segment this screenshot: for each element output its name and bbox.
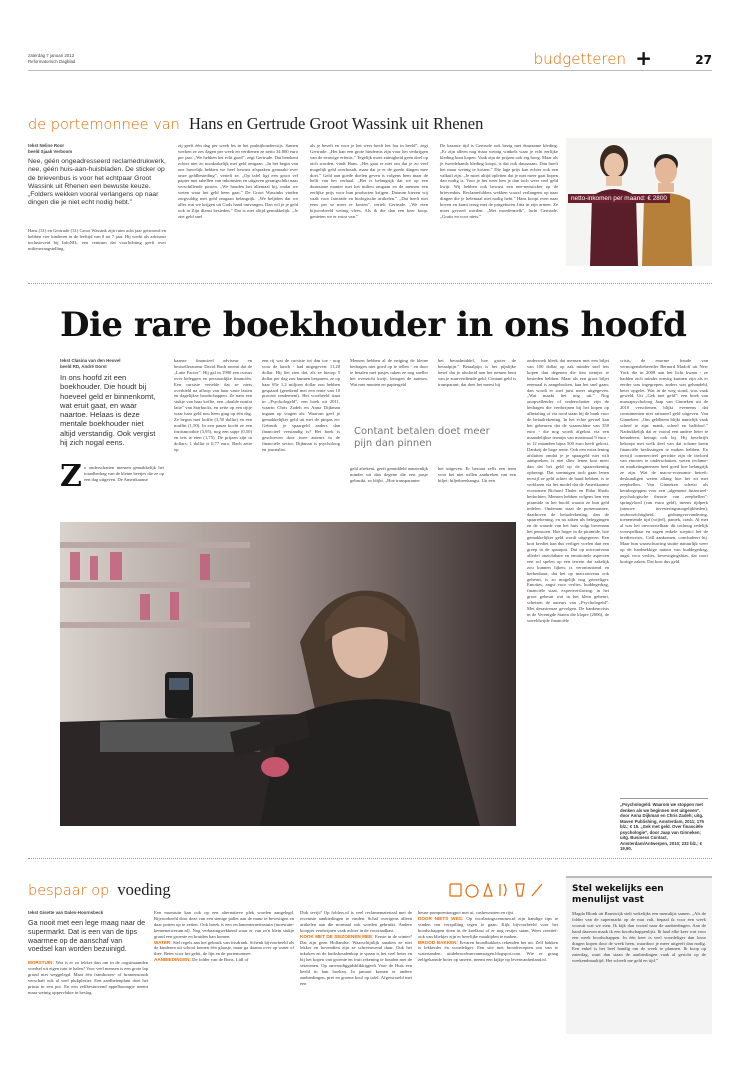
menulijst-box [566, 876, 712, 1034]
text-seizoenen-cont: heuse pompoentongpot met ui, cashewnoten en rijst. [418, 910, 515, 915]
main-col3b: geld afrekent, geeft gemiddeld aanzienlijk minder uit dan degene die een pasje gebruikt, zo blijkt. „Hoe transparanter [350, 466, 428, 483]
portemonnee-byline-photo: beeld Sjaak Verboom [28, 149, 73, 154]
bespaar-intro: Ga nooit met een lege maag naar de supermarkt. Dat is een van de tips waarmee op de aanschaf van voedsel kan worden bezuinigd. [28, 918, 146, 954]
label-verspilling: DOOR NIETS WEG: [418, 915, 464, 921]
bespaar-topic: voeding [117, 880, 171, 899]
paper-name: Reformatorisch Dagblad [28, 59, 76, 64]
food-icons [448, 880, 544, 898]
income-label: netto-inkomen per maand: € 2800 [568, 194, 670, 203]
text-water: Stel regels aan het gebruik van frisdrank. Schenk bijvoorbeeld als de kinderen uit school komen één glaasje, maar ga daarna over op water of thee. Beter voor het gebit, de lijn en de portemonnee. [154, 939, 294, 957]
section-divider-2 [28, 858, 712, 859]
menulijst-text: Magda Blonk uit Brantwijk stelt wekelijks een menulijst samen. „Als de folder van de supermarkt op de mat valt, bepaal ik voor een week vooruit wat we eten. Ik kijk dan vooral naar de aanbiedingen. Aan de hand daarvan maak ik een boodschappenlijst. Ik haal elke keer wat voor een week boodschappen. In één keer is veel voordeliger dan losse dingen kopen door de week heen, waardoor je meer uitgeeft dan nodig. Een enkel is het heel handig om de week te plannen. Ik koop op zaterdag, want dan staan de aanbiedingen vaak al gericht op de weekendmaaltijd. Het scheelt me geld en tijd.” [572, 911, 706, 964]
bespaar-kicker: bespaar op [28, 883, 110, 899]
issue-date: zaterdag 7 januari 2012 [28, 53, 75, 58]
label-aanbiedingen: AANBIEDINGEN: [154, 957, 192, 963]
dropcap-text: o onderschatten mensen gemakkelijk het totaalbedrag van de kleine beetjes die ze op een dag uitgeven. De Amerikaanse [84, 465, 164, 482]
text-moestuin: Wat is er zo lekker dan om in de oogstmaanden voedsel uit eigen tuin te halen? Voor veel mensen is een grote lap grond niet weggelegd. Maar één frambozen- of bramenstruik verschaft ook al veel plukplezier. Een aardbeienplant doet het prima in een pot. En een zelfbestuivend appelboompje neemt maar weinig oppervlakte in beslag. [28, 960, 148, 995]
text-aanbiedingen-cont: Dirk tevijt? Op folders.nl is veel reclamemateriaal met de recentste aanbiedingen te vinden. Schaf overigens alleen artikelen aan die normaal ook worden gebruikt. Andere koopjes verdwijnen vaak achter in de voorraadkast. [300, 910, 412, 933]
main-col3a: Mensen hebben al de neiging de kleine bedragen niet goed op te tellen - en door te betalen met pasjes raken ze nog sneller het overzicht kwijt, betogen de auteurs. Wat met munten en papiergeld [350, 358, 428, 387]
main-headline: Die rare boekhouder in ons hoofd [60, 305, 687, 345]
plus-icon: + [635, 46, 652, 70]
portemonnee-title: Hans en Gertrude Groot Wassink uit Rhenen [188, 114, 484, 133]
text-brood: Ervaren broodbakkers rekenden het uit. Zelf bakken is lekkerder én voordeliger. Een site met broodrecepten om van te watertanden: uitdebroodvanvanmorgen.blogspot.com. Wie er graag zelfgekarnde boter op smeert, neemt een kijkje op levenvanhetland.nl. [418, 939, 558, 963]
main-col1: kaanse financieel adviseur en bestsellerauteur David Bach noemt dat de „Latte Factor”. Hij gaf in 1990 een cursus over beleggen en persoonlijke financiën. Een cursiste vertelde dat ze niets overhield na afloop van haar vaste lasten en dagelijkse boodschappen. Ze nam een stukje van haar koffie, een „double nonfat latte” van Starbucks, en zette op een rijtje waar haar geld nou heen ging op één dag. Ze begon met koffie (3,50 dollar) en een muffin (1,50). In een pauze kocht ze een fruitsmoothie (3,95), nog een sapje (0,50) en iets te eten (1,75). De prijzen zijn in dollars: 1 dollar is 0,77 euro. Bach zette op [174, 358, 252, 452]
main-col4a: het betaalmiddel, hoe groter de betaalpijn.” Betaalpijn is het pijnlijke besef dat je afscheid aan het nemen bent van je zuurverdiende geld. Contant geld is transparant; dat doet het meest bij [438, 358, 516, 387]
pull-quote: Contant betalen doet meer pijn dan pinnen [354, 426, 490, 450]
portemonnee-heading [28, 114, 568, 134]
main-photo [60, 522, 516, 826]
main-byline-text: tekst Clasina van den Heuvel [60, 358, 121, 363]
page-number: 27 [695, 53, 712, 67]
portemonnee-intro: Nee, géén ongeadresseerd reclamedrukwerk, nee, géén huis-aan-huisbladen. De sticker op de brievenbus is voor het echtpaar Groot Wassink uit Rhenen een bewuste keuze. „Folders wekken vooral verlangens op naar dingen die je niet echt nodig hebt.” [28, 158, 166, 207]
main-col6: crisis, de enorme fraude van vermogensbeheerder Bernard Madoff uit New York die in 2008 aan het licht kwam - ze hadden zich minder ernstig kunnen zijn als er eerder was ingegrepen, anders was gehandeld, beter opgelet. Wat in de weg stond, was vaak geweld. Uit „Gek met geld”: een boek van massapsycholoog Jaap van Ginneken uit de 2010 verschenen, blijkt eveneens dat consumenten niet rationeel geld uitgeven. Van Ginneken: „Ons geldbrein blijkt namelijk vaak scheef te zijn: mank, scheel en halfdoof.” Nadrukkelijk dat er vooral een andere beter te benaderen, betrapt ook bij. Hij beschrijft bekoopt met welk deel van dat schone brein financiële beslissingen te maken hebben. En terwijl commercieel gerichte zijn de invloed van emoties te onderschatten, weten reclame- en marketingmensen heel goed hoe belangrijk ze zijn. Wat de macro-economie betreft: deskundigen weten allang hoe het zit met zeepbellen. Van Ginneken schetst als kernbegrippen voor een „algemene financieel-psychologische theorie van zeepbellen”: springvloed (van extra geld), ineens tijdperk (nieuwe investeringsmogelijkheden), ondoorzichtigheid, gedrangvervandering, toenemende tijd (wijfel), paniek, crash. Al met al was het onvoorstelbaar dit tochnog redelijk voorspelbaar en zagen enkele sceptici het de kredietcrisis. Crill aankomen, concludeert hij. Maar hun waarschuwing stuitte natuurlijk weer op de hardnekkige natuur van kuddegedrag, angst voor verlies, bevestigingsbias, dat soort kortige zaken. Dat kost dus geld. [620, 358, 708, 564]
label-water: WATER: [154, 939, 172, 945]
book-credits: „Psychologeld. Waarom we stoppen met denken als we beginnen met uitgeven”, door Anna Dijkman en Chris Zadeh; uitg. Maven Publishing, Amsterdam, 2011; 175 blz.; € 15. „Gek met geld. Over financiële psychologie”, door Jaap van Ginneken; uitg. Business Contact, Amsterdam/Antwerpen, 2010; 232 blz.; € 19,90. [620, 798, 708, 846]
portemonnee-col2: zij geeft één dag per week les in het praktijkonderwijs. Samen werken ze zes dagen per week en verdienen ze netto 34.000 euro per jaar. „We hebben het echt goed”, zegt Gertrude. Dat betekent echter niet zo noodzakelijk met geld omgaan. „In het begin van ons huwelijk hebben we heel bewust afspraken gemaakt over onze geldbesteding”, vertelt ze. „Op tafel ligt een groot vel papier met tabellen van inkomsten en uitgaven gerangschikt naar verschillende posten. „We houden het allemaal bij, ondat we weten waar het geld heen gaat.” De Groot Wassinks vinden zorgvuldig met geld omgaan belangrijk. „We beljiden dat we alles wat we krijgen uit Gods hand ontvangen. Dan wil je je geld ook in Zijn dienst besteden.” Dat is niet altijd gemakkelijk. „Je ziet geld snel [178, 143, 298, 219]
main-col4b: het uitgeven. Er bestaat zelfs een term voor het niet willen aanbreken van een biljet: biljetbreekangst. Uit een [438, 466, 516, 483]
header-rule [28, 70, 712, 71]
portemonnee-byline-text: tekst Neline Roor [28, 143, 65, 148]
drop-cap: Z [60, 459, 82, 494]
bespaar-col1 [28, 960, 148, 1030]
bespaar-col2 [154, 910, 294, 1030]
portemonnee-kicker: de portemonnee van [28, 117, 180, 133]
text-verspilling: Op voorlaringscentrum.nl zijn handige tips te vinden om verspilling tegen te gaan. Kijk bijvoorbeeld voor het boodschappen doen in de koelkast of er nog restjes staan. Wees creatief: ook van kliekjes zijn er heerlijke maaltijden te maken. [418, 915, 558, 939]
label-moestuin: MORSTUIN: [28, 960, 55, 965]
main-col5: onderzoek bleek dat mensen met een biljet van 100 dollar op zak minder snel iets kopen dan degenen die tien tientjes te besteden hebben. Maar als een groot biljet eenmaal is aangebroken, kan het snel gaan; dan wordt er snel juist meer uitgegeven. „Wat maakt het nog uit.” Nog onopvallender of onderschatter zijn de bedragen die verdwijnen bij het kopen op afbetaling of via rood staan bij de bank voor de betaalrekening. In het echte gevoel kan het gebeuren dat de waanschine van 350 euro - die nog wordt afgelost via een maandelijkse termijn van maximaal 9 euro - in 12 maanden bijna 500 euro heeft gekost. Dankzij de hoge rente. Ook een extra lening afsluiten omdat je je spaargeld niet wilt aanspreken, is niet slim: lenen kost meer dan dat het geld op de spaarrekening opbrengt. Dat sommigen toch gaan lenen terwijl ze geld achter de hand hebben, is te verklaren via het model dat de Amerikaanse economen Richard Thaler en Eldar Shafir bedachten. Mensen hebben volgens hen een piramide in het hoofd waarin ze hun geld indelen. Onderaan staat de portemonnee, daarboven de betaalrekening, dan de spaarrekening, en na zaken als beleggingen en de waarde van het huis volgt bovenaan het pensioen. Hoe hoger in de piramide, hoe gemakkelijker geld wordt uitgegeven. Een kort krediet kan dus veiliger voelen dan een greep in de spaarpot. Dat op microniveau allerlei onzichtbare en emotionele aspecten een rol spelen op een terrein dat zakelijk zou kunnen lijken, is verontrustend en herkenbaar; dat het op macroniveau ook gebeurt, is zo mogelijk nog griezeliger. Emoties, angst voor verlies, kuddegedrag, financiële staat, expertverslaving: in het groot gebeurt wat in het klein gebeurt, schetsen de auteurs van „Psychologeld”. Met desastreuze gevolgen. De bankencrisis in de Verenigde Staten die klopte (2006), de wereldwijde financiële [527, 358, 609, 623]
portemonnee-col1: Hans (31) en Gertrude (31) Groot Wassink zijn ruim acht jaar getrouwd en hebben vier kinderen in de leeftijd van 0 tot 7 jaar. Hij werkt als adviseur inclusieveid bij InfoNIL, een centrum dat voorlichting geeft over milieuvraagstelling. [28, 228, 166, 251]
label-brood: BROOD BAKKEN: [418, 939, 458, 945]
bespaar-heading [28, 880, 171, 900]
main-byline-photo: beeld RD, André Dorst [60, 364, 107, 369]
couple-photo [566, 138, 712, 266]
section-title: budgetteren [533, 50, 626, 68]
main-intro: In ons hoofd zit een boekhouder. Die houdt bij hoeveel geld er binnenkomt, wat eruit gaat, en waar naartoe. Helaas is deze mentale boekhouder niet altijd verstandig. Ook vergist hij zich nogal eens. [60, 373, 156, 448]
menulijst-title: Stel wekelijks een menulijst vast [572, 884, 664, 905]
section-divider-1 [28, 283, 712, 284]
bespaar-byline: tekst Gisette van Dalen-Hoornsbeck [28, 910, 104, 915]
bespaar-col3 [300, 910, 412, 1030]
bespaar-col4 [418, 910, 558, 1030]
portemonnee-col3: als je beseft en voor je het weer heeft het lou in beeld”, zegt Gertrude. „Het kan een grote hindernis zijn voor het verkrijgen van de eeuwige erfenis.” Tegelijk moet zuinigheid geen doel op zich worden, vindt Hans. „Het gaat er niet om dat je zo veel mogelijk geld overhoudt, maar dat je er de goede dingen mee doet.” Geld aan goede doelen geven is volgens hem maar de helft van het verhaal. „Het is belangrijk dat we op een duurzame manier met het milieu omgaan en de mensen een eerlijke prijs voor hun producten krijgen. Daarom kiezen wij vaak voor fairtrade en biologische artikelen.” „Dat heeft niet eens per se meer te kosten”, vertelt Gertrude. „We eten bijvoorbeeld weinig vlees. Als ik die dan een keer koop, genieten we er extra van.” [310, 143, 428, 219]
text-aanbiedingen: De folder van de Bons, Lidl of [192, 957, 249, 963]
portemonnee-col4: De kazaste tijd is Gertrude ook bezig met duurzame kleding. „Er zijn alleen nog maar weinig winkels waar je echt eerlijke kleding kunt kopen. Vaak zijn de prijzen ook erg hoog. Maar als je tweedehands kleding koopt, is dat ook duurzaam. Dan hoeft het maar weinig te kosten.” Die lage prijs kan echter ook een valkuil zijn. „Je moet altijd opletten dat je niet meer gaat kopen dan nodig is. Voor je het weet ben je dan toch weer veel geld kwijt. Wij hebben ook bewust een nee-neesticker op de brievenbus. Reclamefolders wekken vooral verlangens op naar dingen die je helemaal niet nodig hebt.” Hans koopt even naar boven en komt terug met de pasgeboren Jitta in zijn armen. Ze moet gevoed worden. „Met moedermelk”, lacht Gertrude. „Gratis en voor niets.” [440, 143, 558, 219]
text-seizoenen: Eerste in de winter? Dat zijn geen Hollandse. Waarschijnlijk smaken ze niet lekker en bovendien zijn ze schreeuwend duur. Ook het inkoken en de kuikshoudenkop te spaan is het veel beter en bij het kopen van groente en fruit rekening te houden met de seizoenen. Op omvoudiggidsklikkijgeeft Voor de Huis een beeld in hun boeken. In januari komen er andere aanbiedingen, prei en groene kool op tafel. Afgewisseld met een [300, 933, 413, 986]
main-col2: een rij wat de cursiste tot dan toe - nog voor de lunch - had uitgegeven: 11,20 dollar. Hij liet zien dat, als ze hierop 5 dollar per dag zou kunnen besparen, ze op haar 65e 1,2 miljoen dollar zou hebben gespaard (gerekend met een rente van 10 procent rendement). Het voorbeeld staat in „Psychologeld”, een boek uit 2011, waarin Chris Zadeh en Anna Dijkman ingaan op vragen als: Waarom geef je gemakkelijker geld uit met de pinpas en: Gebruik je spaargeld anders dan financieel verstandig is? Het boek is geschreven door twee auteurs in de financiële sector, Dijkman is psycholoog en journalist. [262, 358, 340, 452]
text-moestuin-cont: Een moestuin kan ook op een alternatieve plek worden aangelegd. Bijvoorbeeld door deze van een stenige pallet aan de muur te bevestigen en daar potten op te zetten. Ook breek is een reclamenternetinstuin (moestuin-kennenetwerum.nl). Nog verbazingwekkend waar er van zo'n klein stukje grond een groente en kruiden kan komen. [154, 910, 294, 939]
label-seizoenen: KOOK MET DE SEIZOENEN MEE: [300, 933, 374, 939]
